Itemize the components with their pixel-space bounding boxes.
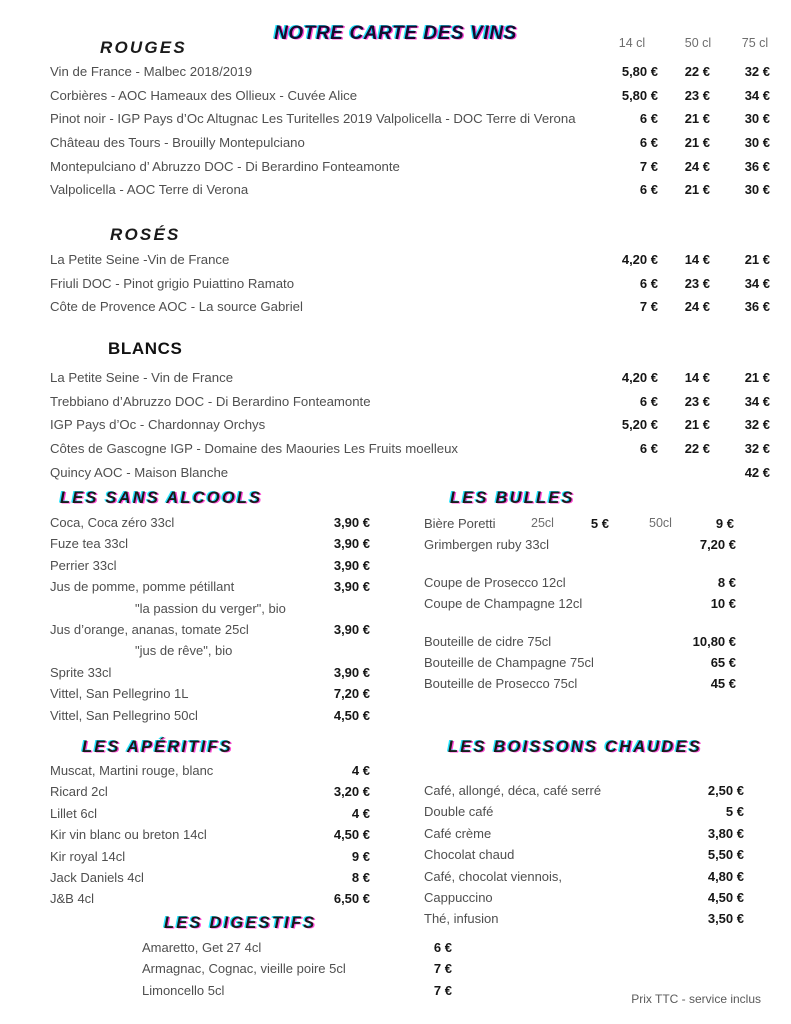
item-name: Perrier 33cl [50, 557, 117, 573]
wine-price-75cl: 42 € [744, 464, 770, 480]
wine-price-75cl: 32 € [744, 64, 770, 79]
wine-price-75cl: 34 € [744, 87, 770, 103]
wine-column-header-75cl: 75 cl [741, 36, 769, 50]
wine-price-14cl: 6 € [639, 393, 658, 409]
list-item [424, 676, 744, 697]
wine-price-75cl: 36 € [744, 158, 770, 174]
item-name: Coupe de Prosecco 12cl [424, 574, 566, 590]
list-item [50, 784, 370, 805]
wine-name: Quincy AOC - Maison Blanche [50, 464, 229, 480]
item-name: Ricard 2cl [50, 784, 108, 800]
list-item [424, 826, 744, 847]
wine-row [0, 88, 791, 112]
list-item [424, 596, 744, 617]
wine-price-50cl: 14 € [684, 252, 710, 267]
wine-price-14cl: 4,20 € [621, 370, 658, 385]
item-name: Coupe de Champagne 12cl [424, 596, 583, 612]
item-price: 4,50 € [333, 827, 370, 843]
item-name: Bière Poretti [424, 516, 496, 531]
list-item [424, 575, 744, 596]
list-spacer [424, 618, 744, 634]
wine-row [0, 394, 791, 418]
item-price: 10,80 € [692, 633, 736, 649]
wine-price-75cl: 21 € [744, 370, 770, 385]
item-name: Sprite 33cl [50, 664, 112, 680]
boissons-chaudes-list [424, 783, 744, 933]
item-name: Café crème [424, 825, 492, 841]
item-price: 3,90 € [333, 621, 370, 637]
wine-price-14cl: 7 € [639, 299, 658, 315]
wine-row [0, 182, 791, 206]
wine-price-50cl: 22 € [684, 441, 710, 457]
wine-price-14cl: 7 € [639, 158, 658, 174]
list-item [142, 940, 462, 961]
item-name: Jus d’orange, ananas, tomate 25cl [50, 621, 249, 637]
item-price: 4,80 € [707, 868, 744, 884]
item-name: Jack Daniels 4cl [50, 869, 144, 885]
list-item [424, 537, 744, 558]
section-heading-aperitifs: LES APÉRITIFS [82, 738, 233, 756]
item-name: Jus de pomme, pomme pétillant [50, 579, 235, 595]
list-item [424, 655, 744, 676]
list-item [424, 634, 744, 655]
list-item [50, 806, 370, 827]
list-item [50, 665, 370, 686]
wine-row [0, 111, 791, 135]
item-price: 3,90 € [333, 579, 370, 595]
wine-price-75cl: 32 € [744, 441, 770, 457]
wine-price-75cl: 32 € [744, 417, 770, 433]
list-item [50, 891, 370, 912]
wine-name: Vin de France - Malbec 2018/2019 [50, 64, 253, 79]
wine-price-75cl: 30 € [744, 135, 770, 151]
list-item [50, 622, 370, 643]
item-price: 10 € [710, 596, 736, 612]
wine-name: Valpolicella - AOC Terre di Verona [50, 182, 249, 198]
item-name: Cappuccino [424, 889, 493, 905]
item-price: 3,20 € [333, 784, 370, 800]
item-name: Thé, infusion [424, 911, 499, 927]
wine-column-header-14cl: 14 cl [618, 36, 646, 50]
list-item [424, 911, 744, 932]
item-price: 3,80 € [707, 825, 744, 841]
wine-price-75cl: 30 € [744, 111, 770, 127]
item-price: 7,20 € [333, 686, 370, 702]
item-price: 3,90 € [333, 664, 370, 680]
footer-note: Prix TTC - service inclus [631, 992, 761, 1006]
list-item [50, 536, 370, 557]
wine-name: Pinot noir - IGP Pays d’Oc Altugnac Les Turitelles 2019 Valpolicella - DOC Terre di Verona [50, 111, 576, 127]
wine-row [0, 276, 791, 300]
list-item [142, 961, 462, 982]
list-item [50, 601, 370, 622]
list-item [424, 869, 744, 890]
wine-price-14cl: 6 € [639, 441, 658, 457]
wine-price-50cl: 14 € [684, 370, 710, 385]
list-item [424, 804, 744, 825]
wine-name: Côtes de Gascogne IGP - Domaine des Maouries Les Fruits moelleux [50, 441, 459, 457]
wine-price-14cl: 5,20 € [621, 417, 658, 433]
list-item [424, 847, 744, 868]
wine-name: Corbières - AOC Hameaux des Ollieux - Cuvée Alice [50, 87, 358, 103]
wine-price-50cl: 23 € [684, 87, 710, 103]
list-spacer [424, 559, 744, 575]
section-heading-ross: ROSÉS [110, 225, 181, 244]
wine-row [0, 417, 791, 441]
wine-price-14cl: 6 € [639, 275, 658, 291]
item-price: 7,20 € [699, 537, 736, 553]
item-price: 65 € [710, 654, 736, 670]
item-name: "jus de rêve", bio [135, 643, 233, 659]
wine-row [0, 370, 791, 394]
item-name: Café, allongé, déca, café serré [424, 783, 602, 798]
wine-list-rouges [0, 64, 791, 206]
item-name: Kir royal 14cl [50, 848, 126, 864]
item-name: Bouteille de Prosecco 75cl [424, 676, 578, 692]
section-heading-blancs: BLANCS [108, 339, 183, 358]
item-price: 2,50 € [707, 783, 744, 798]
wine-list-blancs [0, 370, 791, 488]
item-price: 4 € [351, 805, 370, 821]
wine-price-75cl: 34 € [744, 275, 770, 291]
wine-price-14cl: 4,20 € [621, 252, 658, 267]
item-name: J&B 4cl [50, 891, 95, 907]
item-price: 3,90 € [333, 536, 370, 552]
wine-list-ross [0, 252, 791, 323]
section-heading-sans-alcools: LES SANS ALCOOLS [60, 489, 263, 507]
wine-name: Friuli DOC - Pinot grigio Puiattino Ramato [50, 275, 295, 291]
wine-price-50cl: 22 € [684, 64, 710, 79]
section-heading-rouges: ROUGES [100, 38, 187, 57]
list-item [50, 870, 370, 891]
item-price: 3,90 € [333, 557, 370, 573]
wine-price-50cl: 21 € [684, 111, 710, 127]
item-price: 3,50 € [707, 911, 744, 927]
item-price: 6,50 € [333, 891, 370, 907]
item-name: Lillet 6cl [50, 805, 97, 821]
item-price: 5,50 € [707, 847, 744, 863]
item-name: Chocolat chaud [424, 847, 515, 863]
list-item [50, 686, 370, 707]
item-name: Kir vin blanc ou breton 14cl [50, 827, 207, 843]
beer-row [424, 516, 744, 537]
wine-price-50cl: 23 € [684, 275, 710, 291]
item-name: Vittel, San Pellegrino 50cl [50, 707, 198, 723]
wine-column-header-50cl: 50 cl [684, 36, 712, 50]
item-name: Coca, Coca zéro 33cl [50, 515, 175, 530]
wine-row [0, 135, 791, 159]
list-item [50, 515, 370, 536]
bulles-list [424, 516, 744, 698]
wine-row [0, 299, 791, 323]
wine-name: IGP Pays d’Oc - Chardonnay Orchys [50, 417, 266, 433]
item-name: "la passion du verger", bio [135, 600, 286, 616]
item-name: Café, chocolat viennois, [424, 868, 563, 884]
wine-price-50cl: 23 € [684, 393, 710, 409]
item-name: Grimbergen ruby 33cl [424, 537, 549, 553]
item-price: 7 € [433, 961, 452, 977]
wine-price-50cl: 21 € [684, 417, 710, 433]
section-heading-bulles: LES BULLES [450, 489, 575, 507]
item-name: Vittel, San Pellegrino 1L [50, 686, 189, 702]
item-price: 4 € [351, 763, 370, 778]
item-name: Muscat, Martini rouge, blanc [50, 763, 214, 778]
item-name: Bouteille de Champagne 75cl [424, 654, 594, 670]
item-price: 5 € [725, 804, 744, 820]
wine-price-14cl: 6 € [639, 135, 658, 151]
wine-price-50cl: 21 € [684, 135, 710, 151]
list-item [50, 827, 370, 848]
item-price: 4,50 € [707, 889, 744, 905]
digestifs-list [142, 940, 462, 1004]
wine-name: La Petite Seine - Vin de France [50, 370, 234, 385]
list-item [142, 983, 462, 1004]
list-item [424, 783, 744, 804]
item-price: 6 € [433, 940, 452, 955]
wine-row [0, 159, 791, 183]
sans-alcools-list [50, 515, 370, 729]
item-price: 8 € [351, 869, 370, 885]
wine-price-50cl: 21 € [684, 182, 710, 198]
wine-price-50cl: 24 € [684, 158, 710, 174]
wine-price-14cl: 6 € [639, 111, 658, 127]
item-name: Amaretto, Get 27 4cl [142, 940, 262, 955]
list-item [50, 579, 370, 600]
beer-volume-50cl: 50cl [649, 516, 672, 530]
wine-row [0, 441, 791, 465]
wine-price-14cl: 5,80 € [621, 64, 658, 79]
wine-price-50cl: 24 € [684, 299, 710, 315]
item-name: Limoncello 5cl [142, 982, 225, 998]
item-name: Fuze tea 33cl [50, 536, 129, 552]
section-heading-digestifs: LES DIGESTIFS [164, 914, 317, 932]
page-title-text: NOTRE CARTE DES VINS [274, 23, 517, 44]
wine-price-75cl: 34 € [744, 393, 770, 409]
list-item [50, 763, 370, 784]
list-item [424, 890, 744, 911]
item-price: 9 € [351, 848, 370, 864]
wine-row [0, 252, 791, 276]
section-heading-boissons-chaudes: LES BOISSONS CHAUDES [448, 738, 702, 756]
list-item [50, 708, 370, 729]
wine-price-75cl: 36 € [744, 299, 770, 315]
wine-row [0, 64, 791, 88]
item-price: 45 € [710, 676, 736, 692]
wine-row [0, 465, 791, 489]
beer-price-50cl: 9 € [715, 516, 734, 531]
item-price: 7 € [433, 982, 452, 998]
list-item [50, 849, 370, 870]
wine-name: Trebbiano d’Abruzzo DOC - Di Berardino Fonteamonte [50, 393, 371, 409]
item-name: Armagnac, Cognac, vieille poire 5cl [142, 961, 346, 977]
list-item [50, 643, 370, 664]
wine-name: La Petite Seine -Vin de France [50, 252, 230, 267]
item-name: Double café [424, 804, 494, 820]
wine-name: Montepulciano d’ Abruzzo DOC - Di Berardino Fonteamonte [50, 158, 400, 174]
item-name: Bouteille de cidre 75cl [424, 633, 552, 649]
wine-price-75cl: 21 € [744, 252, 770, 267]
wine-price-14cl: 6 € [639, 182, 658, 198]
aperitifs-list [50, 763, 370, 913]
wine-price-14cl: 5,80 € [621, 87, 658, 103]
beer-price-25cl: 5 € [590, 516, 609, 531]
wine-name: Château des Tours - Brouilly Montepulciano [50, 135, 305, 151]
wine-price-75cl: 30 € [744, 182, 770, 198]
list-item [50, 558, 370, 579]
wine-name: Côte de Provence AOC - La source Gabriel [50, 299, 303, 315]
beer-volume-25cl: 25cl [531, 516, 554, 530]
item-price: 8 € [717, 574, 736, 590]
item-price: 3,90 € [333, 515, 370, 530]
item-price: 4,50 € [333, 707, 370, 723]
